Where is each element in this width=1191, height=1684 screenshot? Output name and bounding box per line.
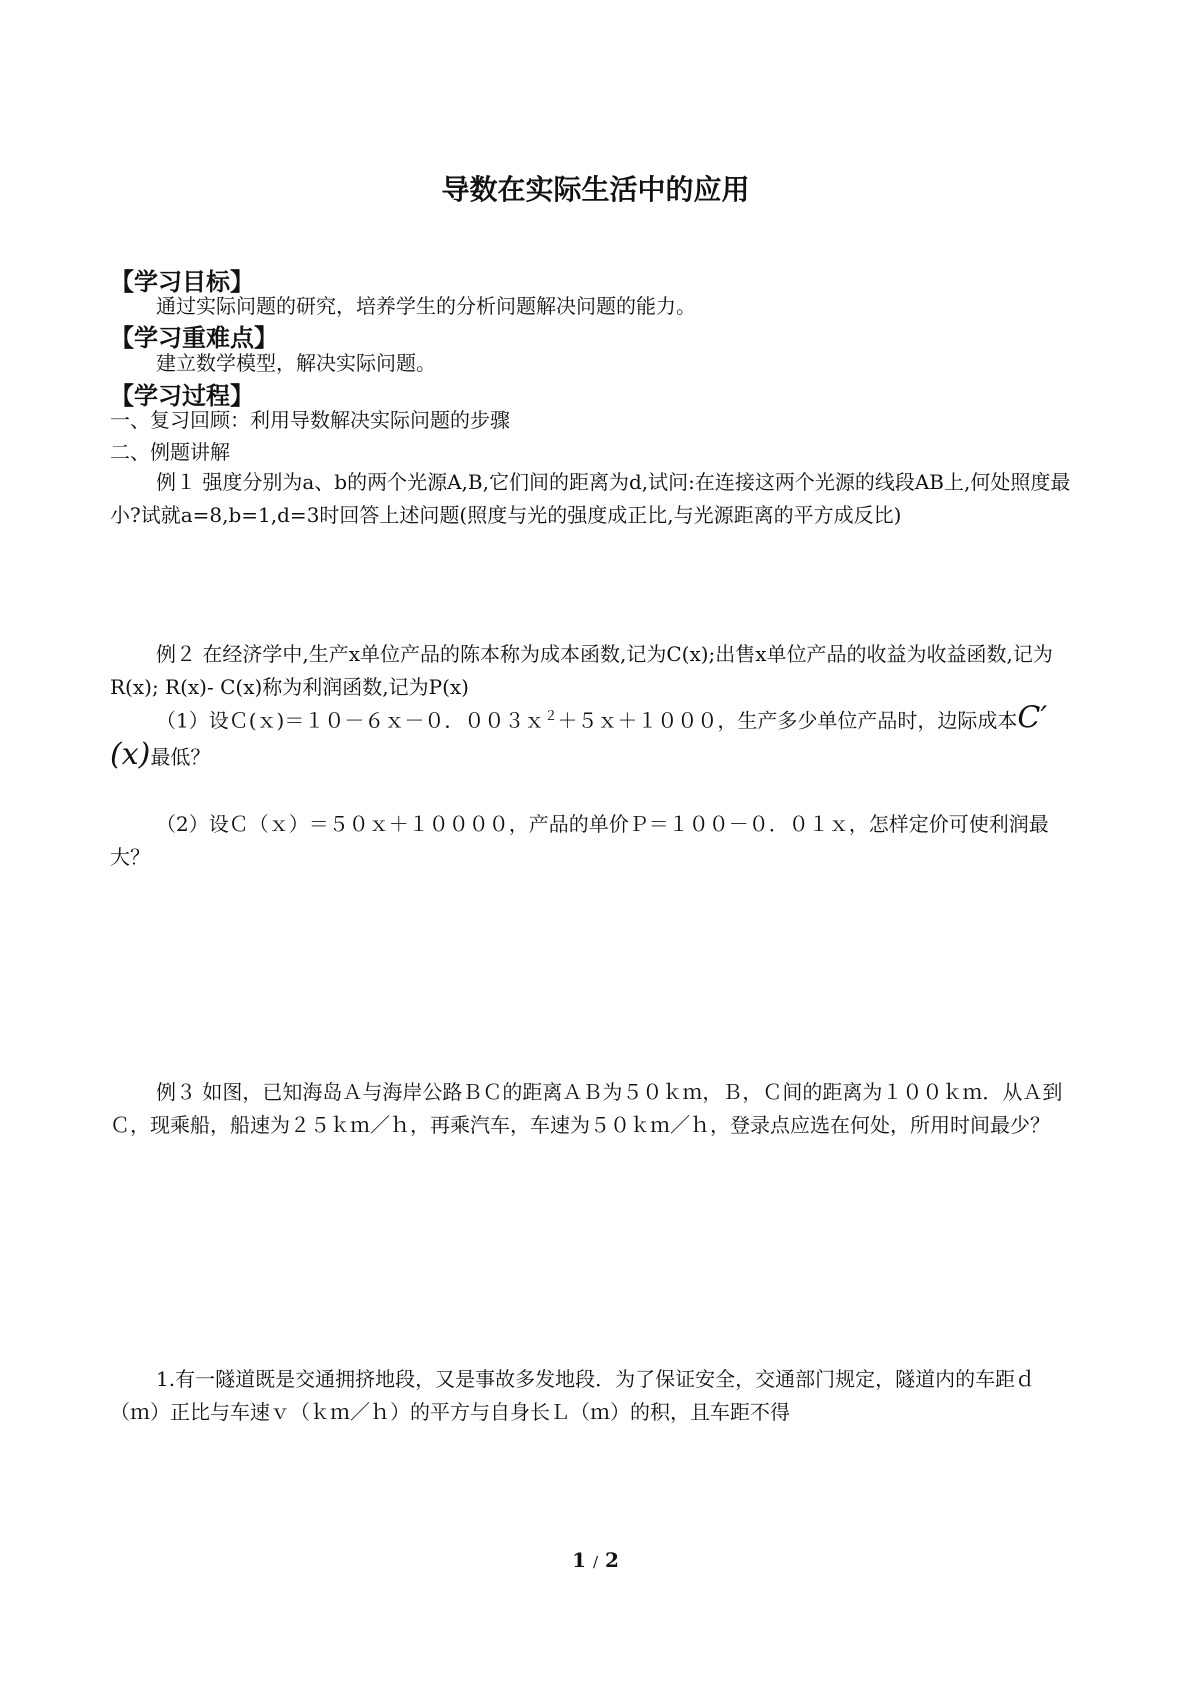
example-2-intro: 例２ 在经济学中,生产x单位产品的陈本称为成本函数,记为C(x);出售x单位产品的收益为收益函数,记为R(x); R(x)- C(x)称为利润函数,记为P(x) xyxy=(110,642,1053,699)
example-2-part-1-a: （1）设Ｃ(ｘ)＝１０－６ｘ－０．００３ｘ xyxy=(156,708,545,733)
page-title: 导数在实际生活中的应用 xyxy=(441,173,750,206)
page-number xyxy=(0,1548,1191,1572)
heading-learning-process: 【学习过程】 xyxy=(110,382,254,410)
heading-key-points: 【学习重难点】 xyxy=(110,324,278,352)
examples-heading: 二、例题讲解 xyxy=(110,440,230,464)
marginal-cost-formula: C′(x) xyxy=(110,700,1048,772)
key-points-text: 建立数学模型，解决实际问题。 xyxy=(156,351,436,375)
example-1: 例１ 强度分别为a、b的两个光源A,B,它们间的距离为d,试问:在连接这两个光源的线段AB上,何处照度最小?试就a=8,b=1,d=3时回答上述问题(照度与光的强度成正比,与光源距离的平方成反比) xyxy=(110,470,1071,527)
page-total: 2 xyxy=(605,1548,619,1572)
example-2-part-2: （2）设Ｃ（ｘ）＝５０ｘ＋１００００，产品的单价Ｐ＝１００－０．０１ｘ，怎样定价可使利润最大？ xyxy=(110,812,1049,869)
page-separator: / xyxy=(592,1553,599,1571)
example-3: 例３ 如图，已知海岛Ａ与海岸公路ＢＣ的距离ＡＢ为５０ｋｍ，Ｂ，Ｃ间的距离为１００ｋｍ．从Ａ到Ｃ，现乘船，船速为２５ｋｍ／ｈ，再乘汽车，车速为５０ｋｍ／ｈ，登录点应选在何处，所用时间最少？ xyxy=(110,1080,1063,1137)
learning-goal-text: 通过实际问题的研究，培养学生的分析问题解决问题的能力。 xyxy=(156,294,696,318)
example-2-part-1 xyxy=(110,700,1085,774)
page-current: 1 xyxy=(572,1548,586,1572)
exercise-1: 1.有一隧道既是交通拥挤地段，又是事故多发地段．为了保证安全，交通部门规定，隧道内的车距ｄ（ｍ）正比与车速ｖ（ｋｍ／ｈ）的平方与自身长Ｌ（ｍ）的积，且车距不得 xyxy=(110,1367,1036,1424)
heading-learning-goal: 【学习目标】 xyxy=(110,268,254,296)
example-2-part-1-b: ＋５ｘ＋１０００，生产多少单位产品时，边际成本 xyxy=(557,708,1018,733)
review-text: 一、复习回顾：利用导数解决实际问题的步骤 xyxy=(110,408,510,432)
example-2-part-1-c: 最低？ xyxy=(150,744,211,769)
exponent: ２ xyxy=(544,709,558,724)
